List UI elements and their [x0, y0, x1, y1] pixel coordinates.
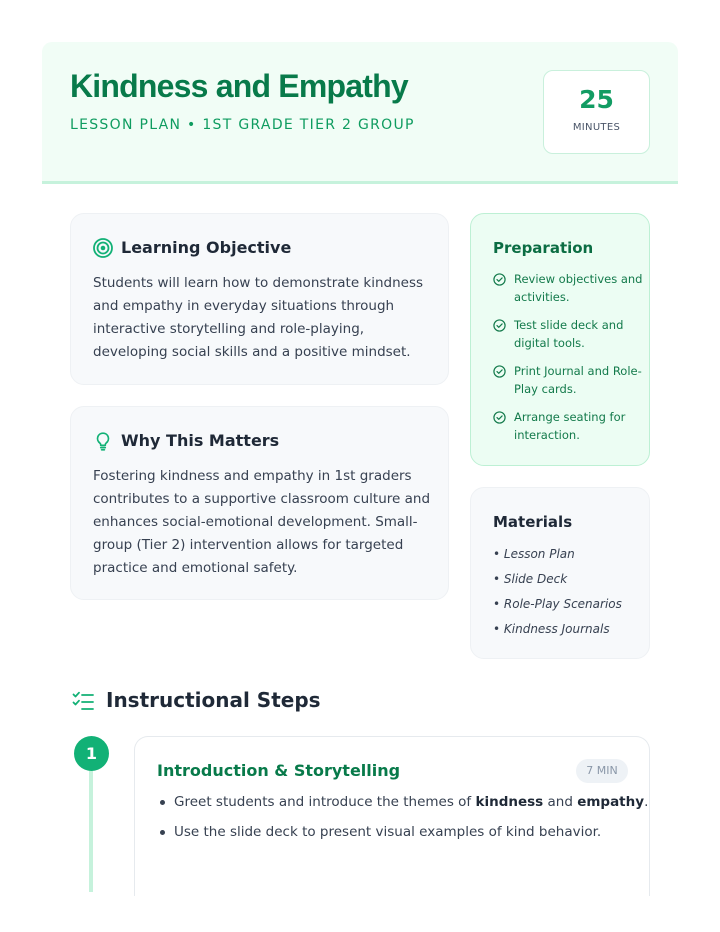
page-title: Kindness and Empathy: [70, 68, 408, 104]
check-circle-icon: [493, 319, 506, 332]
step-bullet-list: [157, 793, 648, 853]
duration-box: [543, 70, 650, 154]
checklist-icon: [72, 691, 94, 711]
check-circle-icon: [493, 411, 506, 424]
page-subtitle: LESSON PLAN • 1ST GRADE TIER 2 GROUP: [70, 117, 415, 133]
step-bullet-text: and: [543, 794, 578, 810]
materials-item: • Slide Deck: [493, 572, 568, 586]
learning-objective-text: Students will learn how to demonstrate kindness and empathy in everyday situations through interactive storytelling and role-playing, developing social skills and a positive mindset.: [93, 275, 424, 360]
materials-card: [470, 487, 650, 659]
step-number-badge: 1: [74, 736, 109, 771]
keyword-kindness: kindness: [475, 794, 544, 810]
instructional-steps-title: Instructional Steps: [106, 688, 321, 712]
why-this-matters-card: [70, 406, 449, 600]
materials-list: [493, 545, 622, 645]
step-duration-badge: 7 MIN: [576, 759, 628, 783]
preparation-item: [493, 316, 643, 352]
lightbulb-icon: [93, 431, 113, 451]
duration-value: 25: [579, 85, 614, 114]
preparation-item: [493, 362, 643, 398]
materials-item: • Role-Play Scenarios: [493, 597, 622, 611]
duration-unit: MINUTES: [572, 122, 621, 133]
why-this-matters-text: Fostering kindness and empathy in 1st graders contributes to a supportive classroom culture and enhances social-emotional development. Small-group (Tier 2) intervention allows for targeted practice and emotional safety.: [93, 468, 431, 576]
preparation-item-text: Print Journal and Role-Play cards.: [514, 364, 642, 396]
step-bullet-text: Greet students and introduce the themes of: [174, 794, 476, 810]
step-bullet-text: .: [644, 794, 649, 810]
materials-title: Materials: [493, 513, 573, 531]
step-bullet: Use the slide deck to present visual examples of kind behavior.: [157, 823, 648, 853]
why-this-matters-title: Why This Matters: [121, 431, 280, 450]
check-circle-icon: [493, 273, 506, 286]
learning-objective-title: Learning Objective: [121, 238, 292, 257]
step-title: Introduction & Storytelling: [157, 761, 401, 780]
preparation-list: [493, 270, 643, 454]
step-card: [134, 736, 650, 896]
check-circle-icon: [493, 365, 506, 378]
preparation-item-text: Test slide deck and digital tools.: [514, 318, 624, 350]
target-icon: [93, 238, 113, 258]
materials-item: • Kindness Journals: [493, 622, 610, 636]
lesson-header: [42, 42, 678, 184]
materials-item: • Lesson Plan: [493, 547, 575, 561]
timeline-line: [89, 770, 93, 892]
preparation-item-text: Review objectives and activities.: [514, 272, 643, 304]
preparation-item-text: Arrange seating for interaction.: [514, 410, 626, 442]
learning-objective-card: [70, 213, 449, 385]
preparation-card: [470, 213, 650, 466]
preparation-item: [493, 270, 643, 306]
preparation-title: Preparation: [493, 239, 594, 257]
step-bullet: [157, 793, 648, 823]
preparation-item: [493, 408, 643, 444]
keyword-empathy: empathy: [577, 794, 645, 810]
